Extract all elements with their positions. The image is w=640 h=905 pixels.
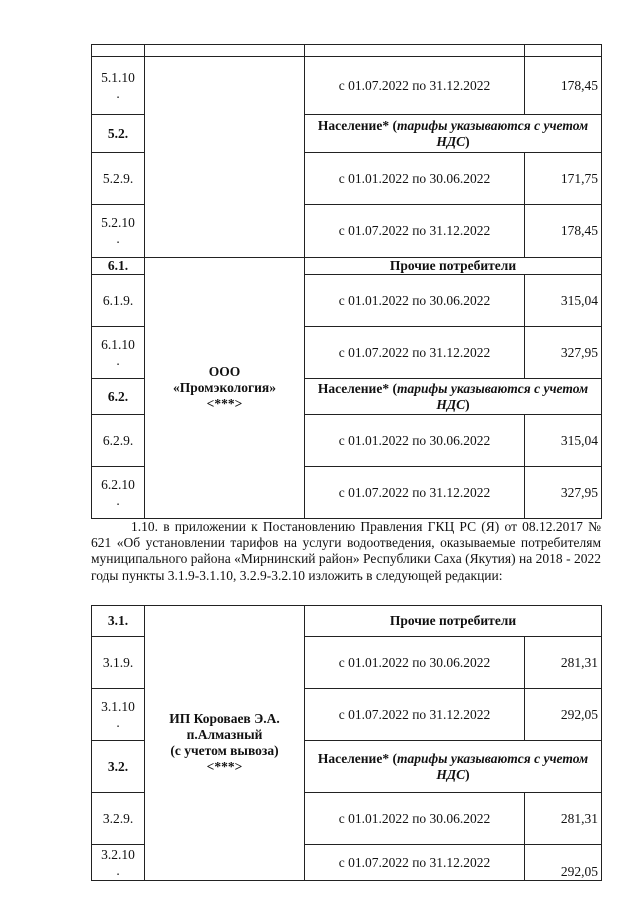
section-header	[305, 379, 602, 415]
period-cell: с 01.07.2022 по 31.12.2022	[305, 689, 525, 741]
header-text: Население* (	[317, 380, 397, 396]
period-cell: с 01.07.2022 по 31.12.2022	[305, 327, 525, 379]
period-cell: с 01.07.2022 по 31.12.2022	[305, 205, 525, 258]
row-number: 3.1.10 .	[92, 689, 145, 741]
section-header: Прочие потребители	[305, 606, 602, 637]
header-italic-text: тарифы указываются с учетом НДС	[396, 380, 589, 412]
org-cell	[145, 606, 305, 881]
table-cell	[92, 45, 145, 57]
period-cell: с 01.01.2022 по 30.06.2022	[305, 793, 525, 845]
price-cell: 327,95	[525, 327, 602, 379]
period-cell: с 01.07.2022 по 31.12.2022	[305, 467, 525, 519]
tariff-table-korovaev	[91, 605, 602, 881]
row-number: 3.2.	[92, 741, 145, 793]
org-name-line: ООО	[208, 364, 241, 379]
table-cell	[305, 45, 525, 57]
price-cell: 327,95	[525, 467, 602, 519]
org-name-line: «Промэкология»	[173, 380, 276, 395]
org-cell-empty	[145, 57, 305, 258]
period-cell: с 01.01.2022 по 30.06.2022	[305, 637, 525, 689]
table-cell	[145, 45, 305, 57]
header-end-text: )	[465, 133, 470, 149]
row-number: 5.1.10 .	[92, 57, 145, 115]
org-name-line: ИП Короваев Э.А.	[169, 711, 280, 726]
header-text: Население* (	[317, 117, 397, 133]
price-cell: 178,45	[525, 205, 602, 258]
period-cell: с 01.01.2022 по 30.06.2022	[305, 275, 525, 327]
period-cell: с 01.01.2022 по 30.06.2022	[305, 153, 525, 205]
section-header: Прочие потребители	[305, 258, 602, 275]
price-cell: 315,04	[525, 415, 602, 467]
row-number: 6.2.	[92, 379, 145, 415]
header-text: Население* (	[317, 750, 397, 766]
row-number: 3.2.10 .	[92, 845, 145, 881]
table-row	[92, 258, 602, 275]
price-cell: 281,31	[525, 793, 602, 845]
amendment-paragraph	[91, 519, 601, 584]
row-number: 5.2.9.	[92, 153, 145, 205]
org-name-line: (с учетом вывоза)	[170, 743, 279, 758]
table-row	[92, 606, 602, 637]
header-italic-text: тарифы указываются с учетом НДС	[396, 750, 589, 782]
row-number: 6.2.9.	[92, 415, 145, 467]
paragraph-text: 1.10. в приложении к Постановлению Правления ГКЦ РС (Я) от 08.12.2017 № 621 «Об установлении тарифов на услуги водоотведения, оказываемые потребителям муниципального района «Мирнинский район» Республики Саха (Якутия) на 2018 - 2022 годы пункты 3.1.9-3.1.10, 3.2.9-3.2.10 изложить в следующей редакции:	[91, 519, 601, 583]
row-number: 6.1.	[92, 258, 145, 275]
period-cell: с 01.01.2022 по 30.06.2022	[305, 415, 525, 467]
row-number: 6.2.10 .	[92, 467, 145, 519]
price-cell: 292,05	[525, 845, 602, 881]
org-name-line: п.Алмазный	[186, 727, 263, 742]
row-number: 3.1.9.	[92, 637, 145, 689]
period-cell: с 01.07.2022 по 31.12.2022	[305, 57, 525, 115]
section-header	[305, 741, 602, 793]
org-cell	[145, 258, 305, 519]
price-cell: 178,45	[525, 57, 602, 115]
tariff-table-promekologiya	[91, 44, 602, 519]
row-number: 3.1.	[92, 606, 145, 637]
row-number: 6.1.9.	[92, 275, 145, 327]
section-header	[305, 115, 602, 153]
row-number: 6.1.10 .	[92, 327, 145, 379]
org-name-line: <***>	[206, 396, 243, 411]
row-number: 3.2.9.	[92, 793, 145, 845]
period-cell: с 01.07.2022 по 31.12.2022	[305, 845, 525, 881]
price-cell: 281,31	[525, 637, 602, 689]
row-number: 5.2.	[92, 115, 145, 153]
header-end-text: )	[465, 396, 470, 412]
org-name-line: <***>	[206, 759, 243, 774]
price-cell: 292,05	[525, 689, 602, 741]
row-number: 5.2.10 .	[92, 205, 145, 258]
table-row	[92, 57, 602, 115]
price-cell: 171,75	[525, 153, 602, 205]
table-cell	[525, 45, 602, 57]
header-end-text: )	[465, 766, 470, 782]
price-cell: 315,04	[525, 275, 602, 327]
table-row	[92, 45, 602, 57]
header-italic-text: тарифы указываются с учетом НДС	[396, 117, 589, 149]
